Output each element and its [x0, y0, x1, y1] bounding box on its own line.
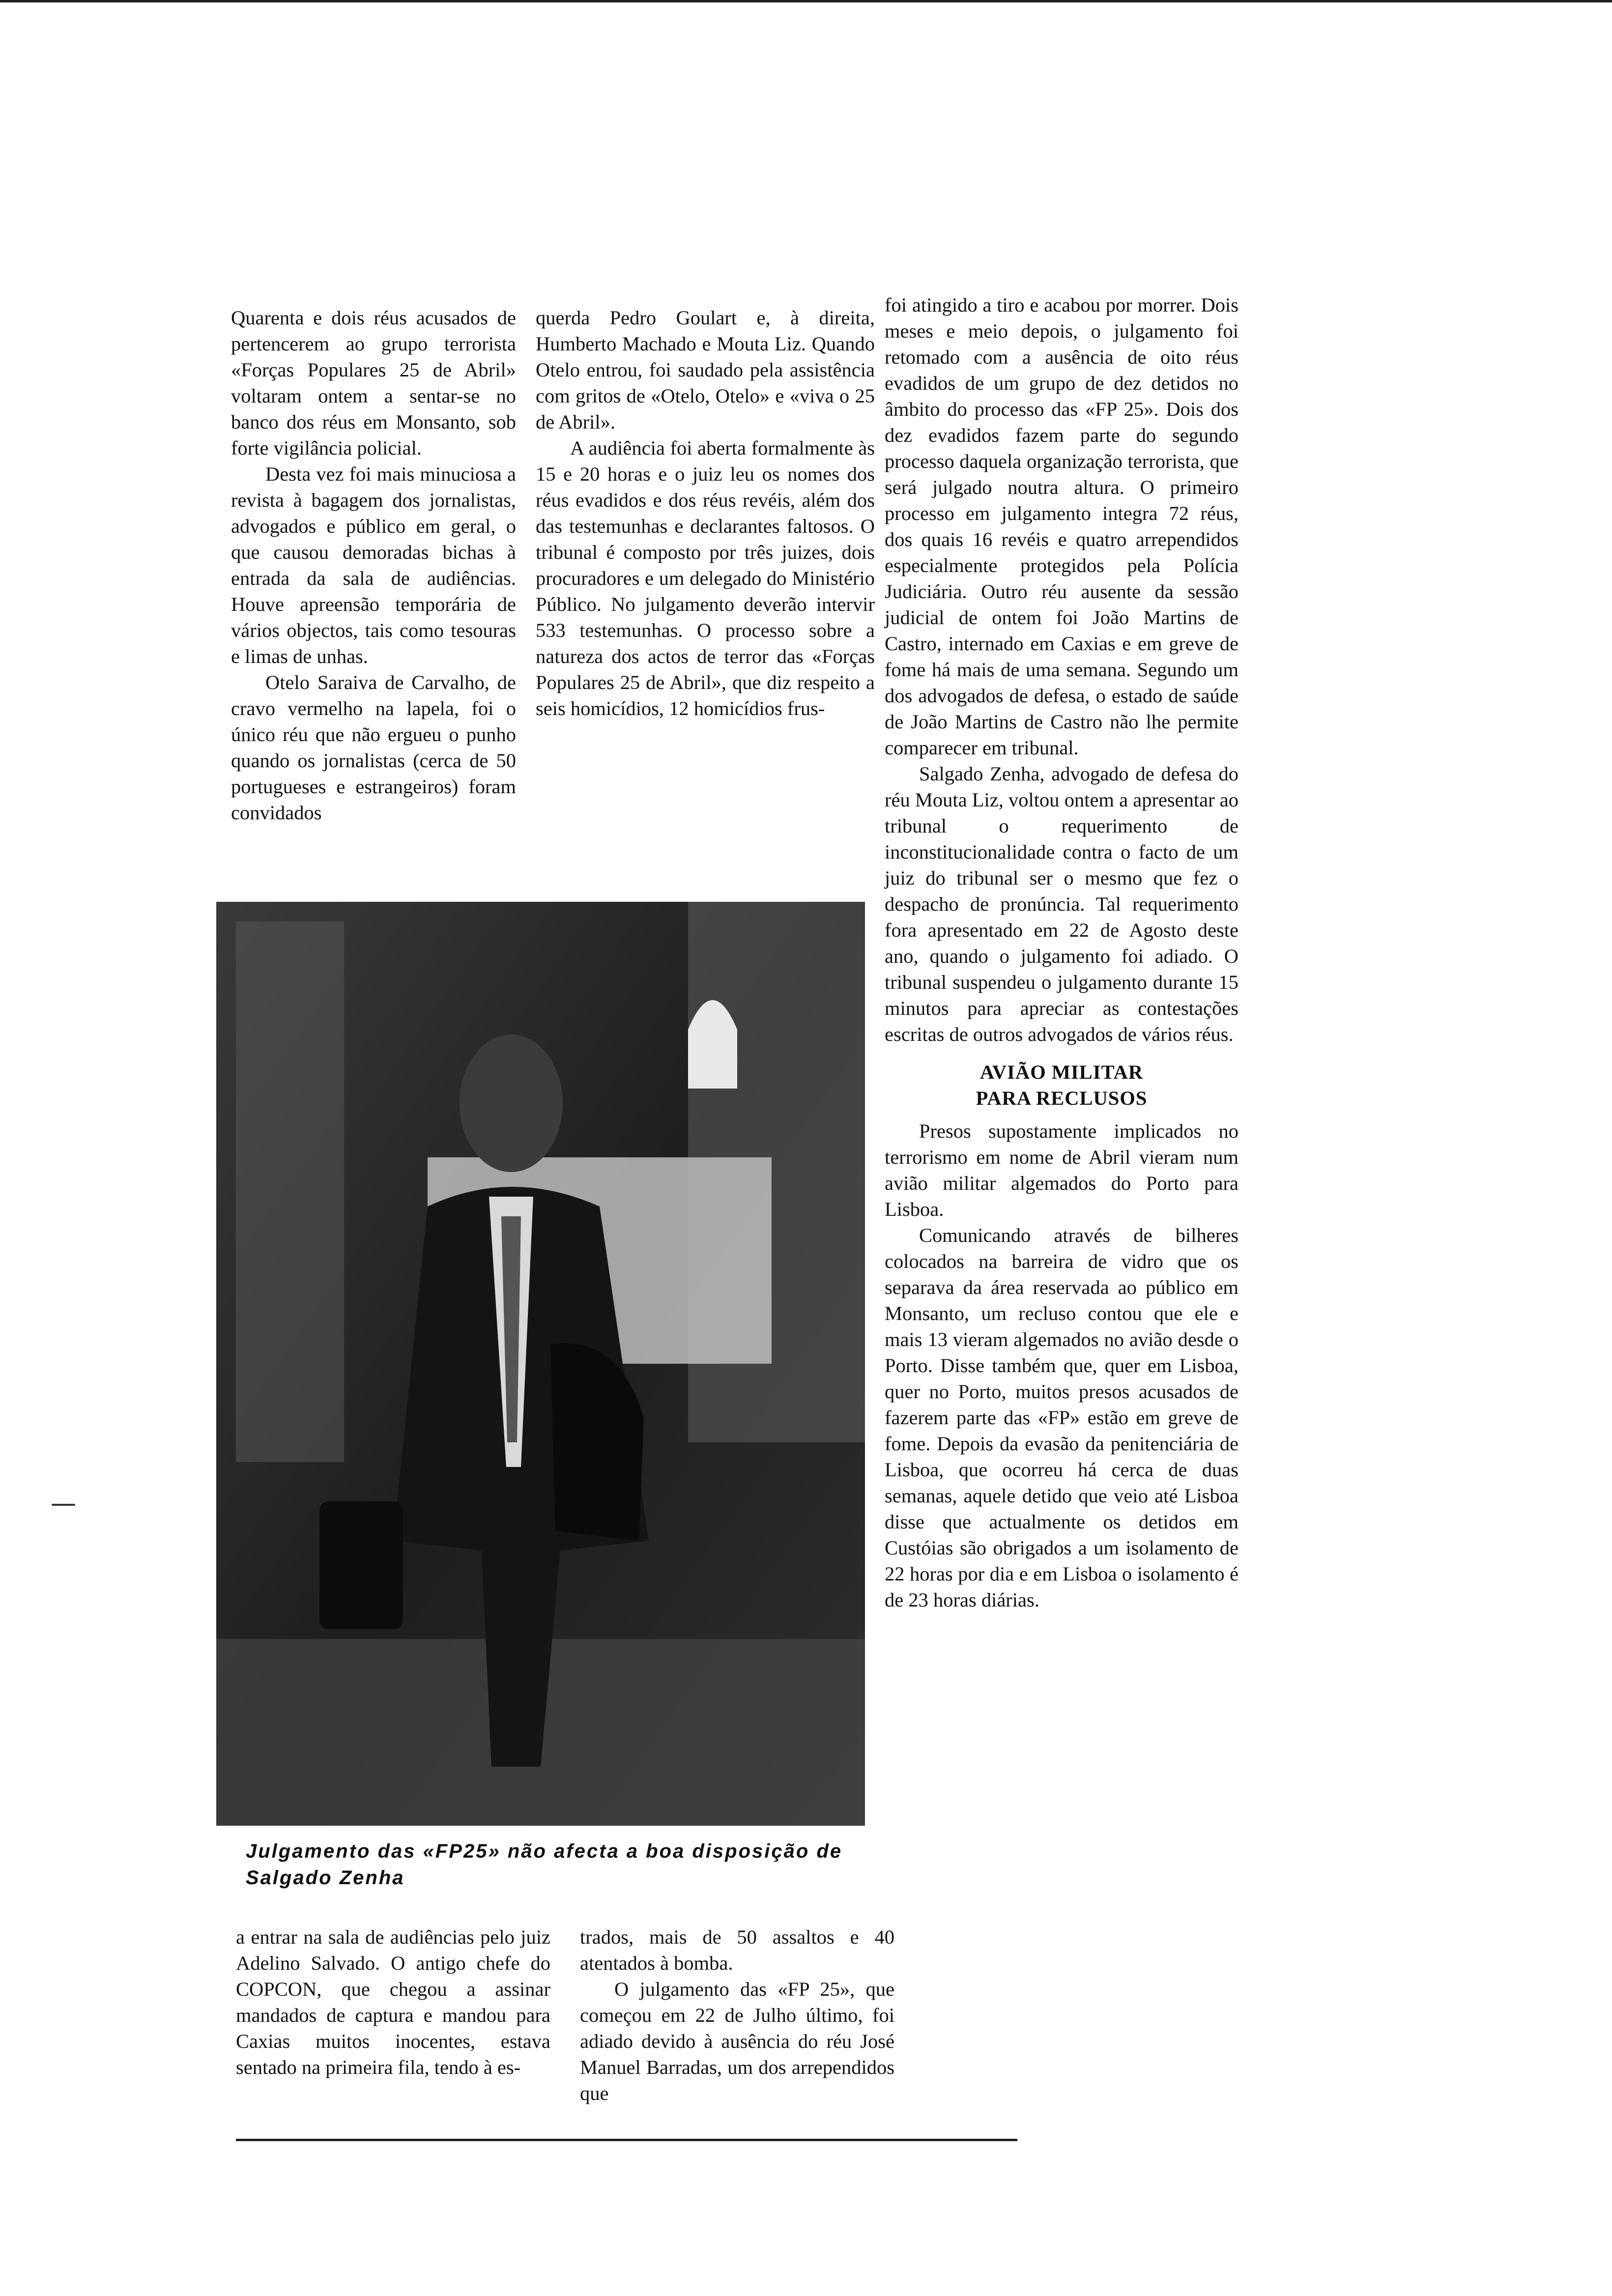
- subheading: [885, 1059, 1238, 1111]
- paragraph: trados, mais de 50 assaltos e 40 atentados à bomba.: [580, 1926, 894, 1974]
- paragraph: A audiência foi aberta formalmente às 15 e 20 horas e o juiz leu os nomes dos réus evadidos e dos réus revéis, além dos das testemunhas e declarantes faltosos. O tribunal é composto por três juizes, dois procuradores e um delegado do Ministério Público. No julgamento deverão intervir 533 testemunhas. O processo sobre a natureza dos actos de terror das «Forças Populares 25 de Abril», que diz respeito a seis homicídios, 12 homicídios frus-: [536, 437, 875, 719]
- paragraph: Presos supostamente implicados no terrorismo em nome de Abril vieram num avião militar algemados do Porto para Lisboa.: [885, 1120, 1238, 1220]
- subheading-line-1: AVIÃO MILITAR: [979, 1061, 1144, 1083]
- margin-mark: [52, 1504, 75, 1506]
- news-photo: [216, 902, 865, 1826]
- caption-line-2: Salgado Zenha: [246, 1867, 405, 1889]
- photo-illustration: [216, 902, 865, 1826]
- paragraph: Salgado Zenha, advogado de defesa do réu Mouta Liz, voltou ontem a apresentar ao tribunal o requerimento de inconstitucionalidade contra o facto de um juiz do tribunal ser o mesmo que fez o despacho de pronúncia. Tal requerimento fora apresentado em 22 de Agosto deste ano, quando o julgamento foi adiado. O tribunal suspendeu o julgamento durante 15 minutos para apreciar as contestações escritas de outros advogados de vários réus.: [885, 763, 1238, 1045]
- paragraph: Otelo Saraiva de Carvalho, de cravo vermelho na lapela, foi o único réu que não ergueu o punho quando os jornalistas (cerca de 50 portugueses e estrangeiros) foram convidados: [231, 671, 516, 824]
- top-rule: [0, 0, 1612, 2]
- article-column-3: [885, 292, 1238, 1613]
- paragraph: querda Pedro Goulart e, à direita, Humberto Machado e Mouta Liz. Quando Otelo entrou, foi saudado pela assistência com gritos de «Otelo, Otelo» e «viva o 25 de Abril».: [536, 307, 875, 433]
- article-column-2-continued: [580, 1924, 894, 2106]
- bottom-rule: [236, 2139, 1017, 2141]
- paragraph: Quarenta e dois réus acusados de pertencerem ao grupo terrorista «Forças Populares 25 de Abril» voltaram ontem a sentar-se no banco dos réus em Monsanto, sob forte vigilância policial.: [231, 307, 516, 459]
- caption-line-1: Julgamento das «FP25» não afecta a boa disposição de: [246, 1840, 843, 1862]
- subheading-line-2: PARA RECLUSOS: [976, 1087, 1148, 1109]
- article-column-1-continued: [236, 1924, 550, 2080]
- article-column-1: [231, 305, 516, 826]
- article-column-2: [536, 305, 875, 721]
- paragraph: Desta vez foi mais minuciosa a revista à bagagem dos jornalistas, advogados e público em geral, o que causou demoradas bichas à entrada da sala de audiências. Houve apreensão temporária de vários objectos, tais como tesouras e limas de unhas.: [231, 463, 516, 667]
- paragraph: foi atingido a tiro e acabou por morrer. Dois meses e meio depois, o julgamento foi retomado com a ausência de oito réus evadidos de um grupo de dez detidos no âmbito do processo das «FP 25». Dois dos dez evadidos fazem parte do segundo processo daquela organização terrorista, que será julgado noutra altura. O primeiro processo em julgamento integra 72 réus, dos quais 16 revéis e quatro arrependidos especialmente protegidos pela Polícia Judiciária. Outro réu ausente da sessão judicial de ontem foi João Martins de Castro, internado em Caxias e em greve de fome há mais de uma semana. Segundo um dos advogados de defesa, o estado de saúde de João Martins de Castro não lhe permite comparecer em tribunal.: [885, 294, 1238, 759]
- photo-caption: [246, 1838, 885, 1891]
- paragraph: Comunicando através de bilheres colocados na barreira de vidro que os separava da área reservada ao público em Monsanto, um recluso contou que ele e mais 13 vieram algemados no avião desde o Porto. Disse também que, quer em Lisboa, quer no Porto, muitos presos acusados de fazerem parte das «FP» estão em greve de fome. Depois da evasão da penitenciária de Lisboa, que ocorreu há cerca de duas semanas, aquele detido que veio até Lisboa disse que actualmente os detidos em Custóias são obrigados a um isolamento de 22 horas por dia e em Lisboa o isolamento é de 23 horas diárias.: [885, 1224, 1238, 1611]
- paragraph: a entrar na sala de audiências pelo juiz Adelino Salvado. O antigo chefe do COPCON, que chegou a assinar mandados de captura e mandou para Caxias muitos inocentes, estava sentado na primeira fila, tendo à es-: [236, 1926, 550, 2078]
- paragraph: O julgamento das «FP 25», que começou em 22 de Julho último, foi adiado devido à ausência do réu José Manuel Barradas, um dos arrependidos que: [580, 1978, 894, 2104]
